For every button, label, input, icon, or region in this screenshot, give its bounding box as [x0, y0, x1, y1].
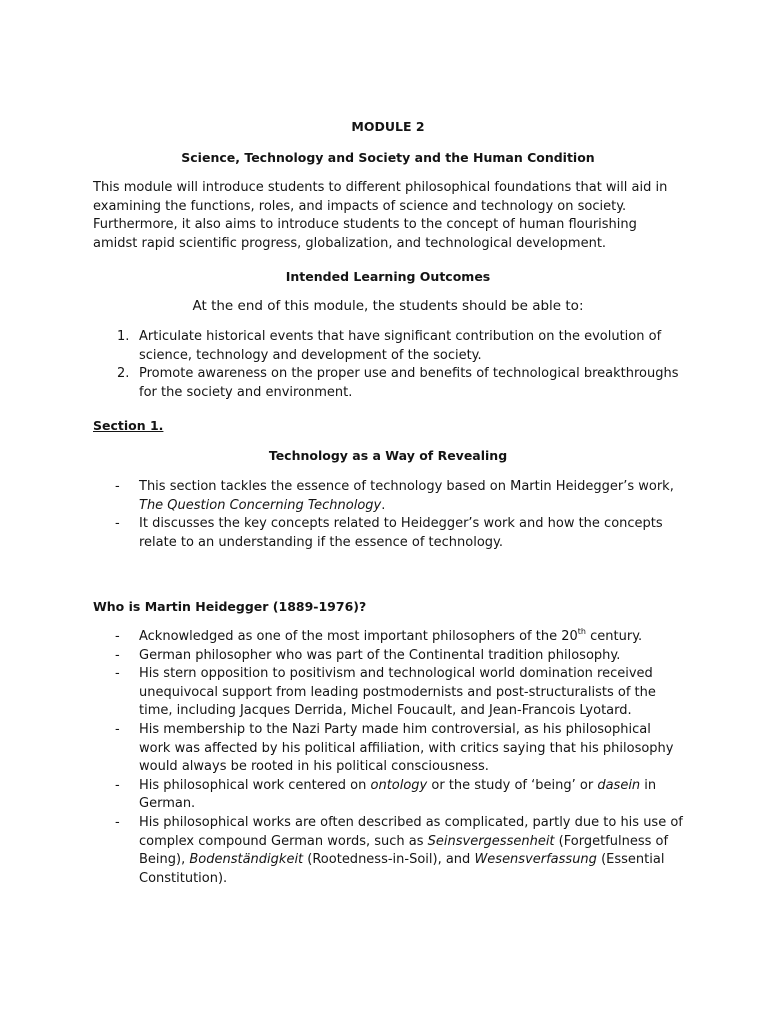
bullet-text: His membership to the Nazi Party made him controversial, as his philosophical work was affected by his political affiliation, with critics saying that his philosophy would always be rooted in his political consciousness.: [139, 721, 674, 775]
list-item: [93, 777, 683, 814]
list-item: [93, 721, 683, 777]
who-heading: Who is Martin Heidegger (1889-1976)?: [93, 599, 367, 614]
bullet-text: German philosopher who was part of the Continental tradition philosophy.: [139, 647, 621, 663]
bullet-text: His stern opposition to positivism and technological world domination received unequivocal support from leading postmodernists and post-structuralists of the time, including Jacques Derrida, Michel Foucault, and Jean-Francois Lyotard.: [139, 666, 656, 719]
ordinal-superscript: th: [577, 627, 586, 636]
module-intro: This module will introduce students to different philosophical foundations that will aid in examining the functions, roles, and impacts of science and technology on society. Furthermore, it also aims to introduce students to the concept of human flourishing amidst rapid scientific progress, globalization, and technological development.: [93, 180, 668, 251]
list-item: [93, 665, 683, 721]
bullet-text: His philosophical work centered on: [139, 777, 371, 793]
outcome-item: [93, 365, 683, 402]
who-bullet-list: [93, 628, 683, 888]
outcomes-list: [93, 328, 683, 402]
bullet-text: Acknowledged as one of the most important philosophers of the 20: [139, 629, 578, 644]
bullet-text: in German.: [139, 777, 657, 812]
dash-bullet: -: [115, 647, 120, 663]
dash-bullet: -: [115, 666, 120, 682]
section-title: Technology as a Way of Revealing: [268, 448, 508, 463]
list-item: [93, 515, 683, 552]
italic-term: Wesensverfassung: [474, 852, 597, 868]
bullet-text: .: [381, 497, 386, 513]
italic-term: dasein: [597, 777, 641, 793]
outcome-text: Articulate historical events that have significant contribution on the evolution of science, technology and development of the society.: [139, 329, 662, 363]
dash-bullet: -: [115, 479, 120, 494]
dash-bullet: -: [115, 721, 120, 737]
list-item: [93, 814, 683, 888]
list-item: [93, 647, 683, 666]
bullet-text: This section tackles the essence of technology based on Martin Heidegger’s work,: [139, 479, 674, 494]
italic-term: ontology: [370, 777, 428, 793]
list-item: [93, 628, 683, 647]
bullet-text: (Essential Constitution).: [139, 852, 665, 886]
italic-term: Seinsvergessenheit: [427, 833, 555, 849]
dash-bullet: -: [115, 516, 120, 532]
module-title: MODULE 2: [351, 119, 425, 134]
outcome-number: 1.: [117, 329, 130, 344]
outcome-item: [93, 328, 683, 365]
bullet-text: or the study of ‘being’ or: [427, 777, 598, 793]
section-bullet-list: [93, 478, 683, 552]
dash-bullet: -: [115, 629, 120, 644]
dash-bullet: -: [115, 814, 120, 830]
bullet-text: (Rootedness-in-Soil), and: [303, 852, 475, 868]
bullet-text: (Forgetfulness of Being),: [139, 833, 669, 868]
book-title: The Question Concerning Technology: [139, 497, 382, 513]
bullet-text: century.: [586, 629, 643, 644]
bullet-text: It discusses the key concepts related to Heidegger’s work and how the concepts relate to an understanding if the essence of technology.: [139, 516, 663, 550]
outcome-text: Promote awareness on the proper use and benefits of technological breakthroughs for the society and environment.: [139, 366, 679, 400]
bullet-text: His philosophical works are often described as complicated, partly due to his use of complex compound German words, such as: [139, 814, 683, 849]
ilo-heading: Intended Learning Outcomes: [285, 269, 491, 284]
ilo-intro: At the end of this module, the students should be able to:: [192, 298, 584, 314]
outcome-number: 2.: [117, 366, 130, 382]
module-subtitle: Science, Technology and Society and the Human Condition: [181, 150, 595, 165]
list-item: [93, 478, 683, 515]
section-label: Section 1.: [93, 418, 164, 433]
dash-bullet: -: [115, 777, 120, 793]
italic-term: Bodenständigkeit: [189, 852, 304, 868]
